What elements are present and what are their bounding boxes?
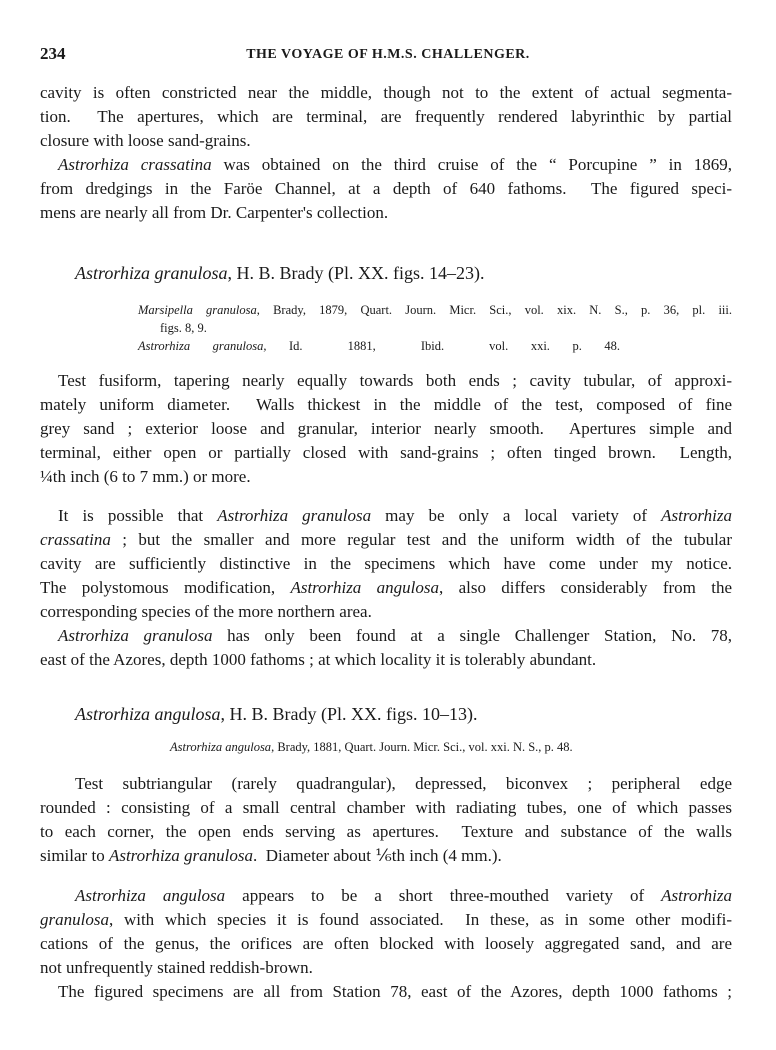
text-segment: vol. xxi. p. 48.	[466, 339, 620, 353]
species-heading	[75, 262, 485, 284]
text-line	[40, 394, 732, 416]
text-segment: ; but the smaller and more regular test and the uniform width of the tubular	[110, 530, 732, 549]
text-segment: not unfrequently stained reddish-brown.	[40, 958, 313, 977]
italic-taxon-name: Astrorhiza angulosa	[75, 704, 221, 724]
text-segment: ¼th inch (6 to 7 mm.) or more.	[40, 467, 251, 486]
text-segment: east of the Azores, depth 1000 fathoms ; at which locality it is tolerably abundant.	[40, 650, 597, 669]
text-segment: , H. B. Brady (Pl. XX. figs. 10–13).	[220, 704, 478, 724]
italic-taxon-name: Astrorhiza angulosa	[290, 578, 439, 597]
running-title: THE VOYAGE OF H.M.S. CHALLENGER.	[246, 47, 530, 62]
italic-taxon-name: Astrorhiza granulosa	[58, 626, 213, 645]
text-line	[75, 885, 732, 907]
text-segment: cavity is often constricted near the middle, though not to the extent of actual segmenta-	[40, 83, 732, 102]
page-number: 234	[40, 44, 66, 63]
text-line	[40, 106, 732, 128]
text-segment: , H. B. Brady (Pl. XX. figs. 14–23).	[227, 263, 485, 283]
text-line	[58, 370, 732, 392]
text-segment: mens are nearly all from Dr. Carpenter's collection.	[40, 203, 389, 222]
synonymy-line	[160, 320, 207, 336]
text-line	[40, 553, 732, 575]
text-segment: was obtained on the third cruise of the “ Porcupine ” in 1869,	[211, 155, 732, 174]
italic-taxon-name: Astrorhiza granulosa	[75, 263, 228, 283]
text-segment: tion. The apertures, which are terminal, are frequently rendered labyrinthic by partial	[40, 107, 732, 126]
text-line	[40, 442, 732, 464]
italic-taxon-name: Astrorhiza crassatina	[58, 155, 212, 174]
text-line	[40, 577, 732, 599]
italic-taxon-name: Astrorhiza	[661, 506, 732, 525]
text-segment: cavity are sufficiently distinctive in the specimens which have come under my notice.	[40, 554, 732, 573]
text-segment: mately uniform diameter. Walls thickest in the middle of the test, composed of fine	[40, 395, 732, 414]
text-line	[75, 773, 732, 795]
text-segment: The polystomous modification,	[40, 578, 291, 597]
text-line	[40, 957, 313, 979]
italic-taxon-name: Astrorhiza granulosa	[108, 846, 254, 865]
text-line	[40, 202, 388, 224]
text-segment: Test fusiform, tapering nearly equally towards both ends ; cavity tubular, of approxi-	[58, 371, 732, 390]
text-segment: , also differs considerably from the	[438, 578, 733, 597]
text-segment: corresponding species of the more northern area.	[40, 602, 372, 621]
text-line	[40, 466, 251, 488]
text-line	[40, 649, 596, 671]
text-line	[40, 82, 732, 104]
text-line	[40, 821, 732, 843]
italic-taxon-name: crassatina	[40, 530, 111, 549]
text-line	[40, 797, 732, 819]
text-segment: has only been found at a single Challenger Station, No. 78,	[212, 626, 732, 645]
text-segment: It is possible that	[58, 506, 218, 525]
text-segment: rounded : consisting of a small central chamber with radiating tubes, one of which passes	[40, 798, 732, 817]
text-line	[58, 505, 732, 527]
text-segment: may be only a local variety of	[371, 506, 662, 525]
italic-taxon-name: Astrorhiza granulosa	[217, 506, 372, 525]
text-segment: Test subtriangular (rarely quadrangular), depressed, biconvex ; peripheral edge	[75, 774, 732, 793]
text-segment: Id.	[266, 339, 326, 353]
text-line	[40, 909, 732, 931]
italic-taxon-name: Astrorhiza	[661, 886, 732, 905]
text-segment: similar to	[40, 846, 109, 865]
text-line	[40, 601, 372, 623]
text-segment: Ibid.	[398, 339, 467, 353]
italic-taxon-name: Astrorhiza angulosa	[170, 740, 272, 754]
synonymy-line	[138, 302, 732, 318]
text-line	[58, 625, 732, 647]
text-line	[58, 981, 732, 1003]
text-segment: closure with loose sand-grains.	[40, 131, 251, 150]
italic-taxon-name: Astrorhiza granulosa,	[138, 339, 267, 353]
text-line	[40, 178, 732, 200]
text-segment: , Brady, 1881, Quart. Journ. Micr. Sci., vol. xxi. N. S., p. 48.	[271, 740, 573, 754]
text-segment: from dredgings in the Faröe Channel, at a depth of 640 fathoms. The figured speci-	[40, 179, 732, 198]
text-segment: The figured specimens are all from Station 78, east of the Azores, depth 1000 fathoms ;	[58, 982, 732, 1001]
species-heading	[75, 703, 478, 725]
text-line	[40, 933, 732, 955]
text-line	[40, 130, 251, 152]
italic-taxon-name: Marsipella granulosa	[138, 303, 257, 317]
synonymy-line	[170, 739, 573, 755]
text-segment: cations of the genus, the orifices are often blocked with loosely aggregated sand, and are	[40, 934, 732, 953]
text-segment: , with which species it is found associated. In these, as in some other modifi-	[108, 910, 732, 929]
text-line	[58, 154, 732, 176]
text-segment: figs. 8, 9.	[160, 321, 207, 335]
text-segment: appears to be a short three-mouthed variety of	[225, 886, 662, 905]
synonymy-line	[138, 338, 620, 354]
italic-taxon-name: Astrorhiza angulosa	[75, 886, 226, 905]
text-segment: grey sand ; exterior loose and granular, interior nearly smooth. Apertures simple and	[40, 419, 732, 438]
text-line	[40, 418, 732, 440]
italic-taxon-name: granulosa	[40, 910, 109, 929]
text-line	[40, 529, 732, 551]
text-segment: 1881,	[325, 339, 399, 353]
text-segment: , Brady, 1879, Quart. Journ. Micr. Sci., vol. xix. N. S., p. 36, pl. iii.	[256, 303, 733, 317]
text-segment: terminal, either open or partially closed with sand-grains ; often tinged brown. Length,	[40, 443, 732, 462]
text-segment: to each corner, the open ends serving as apertures. Texture and substance of the walls	[40, 822, 732, 841]
text-segment: . Diameter about ⅙th inch (4 mm.).	[253, 846, 502, 865]
text-line	[40, 845, 502, 867]
